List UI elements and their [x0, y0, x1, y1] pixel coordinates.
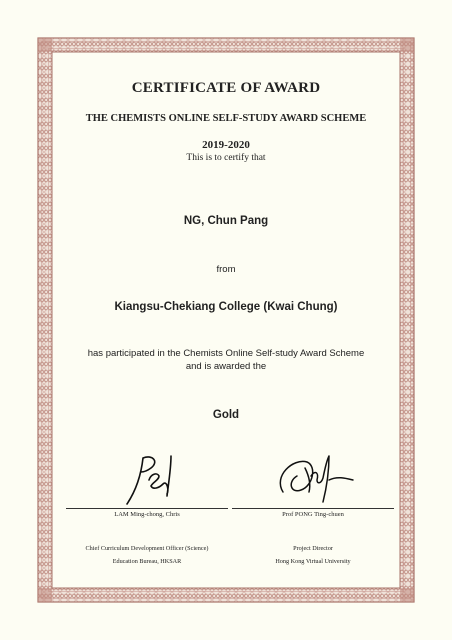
signatory-title-right: Project Director — [293, 545, 333, 552]
signatory-name-left: LAM Ming-chong, Chris — [114, 511, 180, 518]
signature-line-left — [66, 508, 228, 509]
certify-text: This is to certify that — [186, 153, 266, 163]
handwritten-signature-left — [87, 446, 207, 508]
signatory-title-left: Chief Curriculum Development Officer (Science) — [85, 545, 209, 552]
certificate-title: CERTIFICATE OF AWARD — [131, 80, 321, 96]
signatory-role-right — [228, 542, 398, 568]
signatory-organization-right: Hong Kong Virtual University — [275, 558, 351, 565]
signatory-name-right: Prof PONG Ting-chuen — [282, 511, 344, 518]
recipient-name: NG, Chun Pang — [183, 215, 269, 227]
signature-block-left — [62, 446, 232, 518]
signatory-role-left — [62, 542, 232, 568]
scheme-name: THE CHEMISTS ONLINE SELF-STUDY AWARD SCHEME — [85, 113, 367, 124]
participation-line-1: has participated in the Chemists Online Self-study Award Scheme — [87, 348, 365, 359]
signatory-organization-left: Education Bureau, HKSAR — [112, 558, 182, 565]
handwritten-signature-right — [253, 446, 373, 508]
signature-line-right — [232, 508, 394, 509]
academic-year: 2019-2020 — [202, 139, 250, 151]
award-level: Gold — [212, 409, 240, 421]
participation-line-2: and is awarded the — [185, 361, 267, 372]
school-name: Kiangsu-Chekiang College (Kwai Chung) — [114, 301, 338, 313]
from-text: from — [216, 264, 236, 275]
signature-block-right — [228, 446, 398, 518]
